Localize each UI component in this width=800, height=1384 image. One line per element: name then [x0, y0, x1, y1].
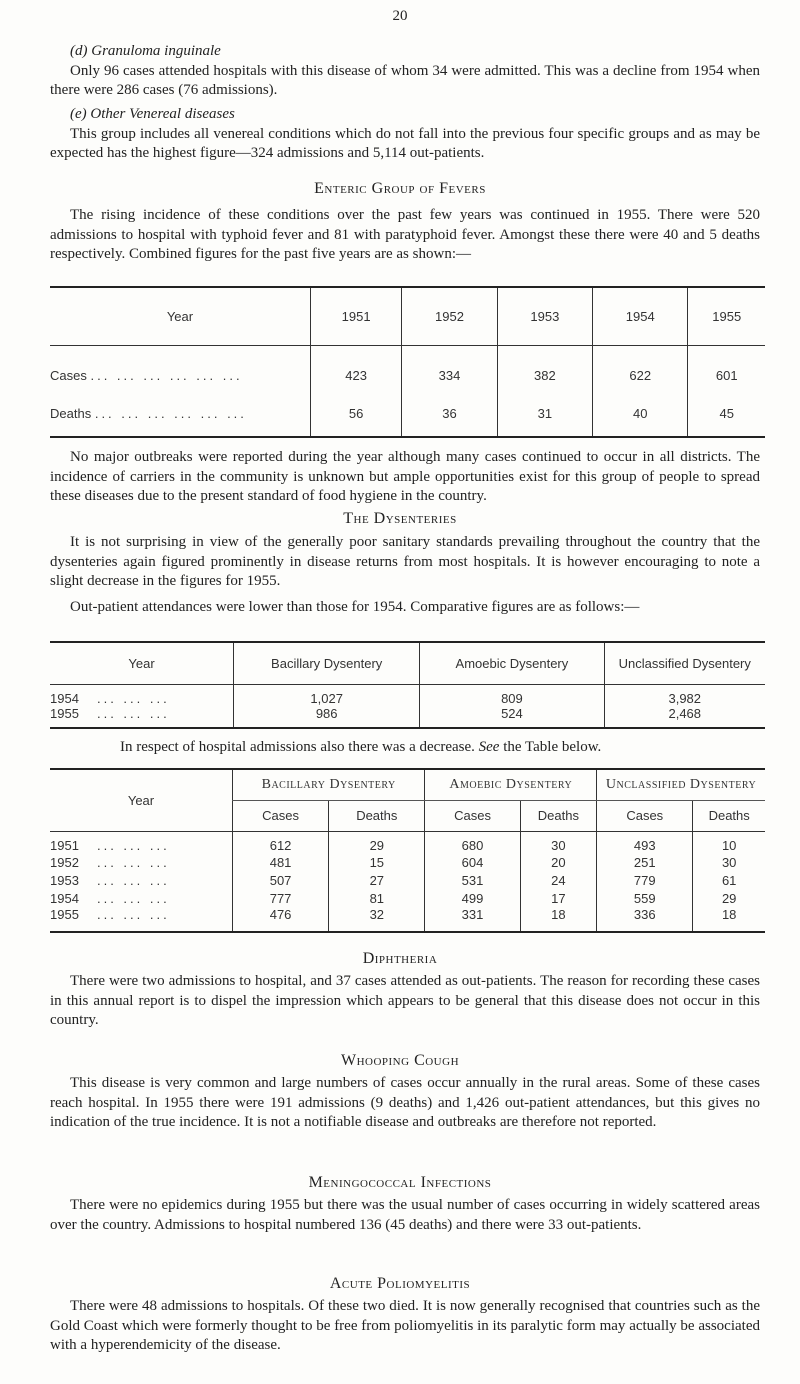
enteric-row-cases: [50, 345, 765, 391]
dysenteries-text3-block: [50, 738, 760, 758]
cell: 2,468: [604, 706, 765, 728]
adm-sub-cases: Cases: [425, 800, 520, 831]
op-header-year: Year: [128, 655, 155, 671]
other-venereal-heading: (e) Other Venereal diseases: [70, 106, 235, 122]
row-year: 1954: [50, 890, 79, 906]
row-year: 1955: [50, 907, 79, 923]
cell: 1,027: [234, 684, 420, 706]
adm-sub-cases: Cases: [597, 800, 693, 831]
dysenteries-text2: Out-patient attendances were lower than those for 1954. Comparative figures are as follows:—: [70, 598, 640, 615]
whooping-text: This disease is very common and large numbers of cases occur annually in the rural areas. Some of these cases reach hospital. In 1955 there were 191 admissions (9 deaths) and 1,426 out-patient attendances, but this gives no indication of the true incidence. It is not a notifiable disease and outbreaks are therefore not reported.: [50, 1075, 760, 1130]
cell: 30: [520, 831, 597, 853]
enteric-after-block: [50, 448, 760, 507]
cell: 777: [232, 889, 328, 907]
cell: 382: [497, 345, 592, 391]
dysenteries-text-block: [50, 533, 760, 617]
cell: 40: [593, 391, 688, 437]
polio-heading: Acute Poliomyelitis: [329, 1275, 471, 1292]
enteric-year-1951: 1951: [310, 287, 401, 345]
cell: 18: [520, 907, 597, 932]
adm-row-1952: [50, 854, 765, 872]
cell: 3,982: [604, 684, 765, 706]
row-year: 1953: [50, 872, 79, 888]
adm-group-amoebic: Amoebic Dysentery: [425, 769, 597, 800]
admissions-table: [50, 768, 765, 933]
cell: 20: [520, 854, 597, 872]
cell: 56: [310, 391, 401, 437]
row-dots: ... ... ...: [96, 890, 170, 906]
row-label: Cases: [50, 367, 87, 383]
granuloma-heading: (d) Granuloma inguinale: [70, 43, 221, 59]
cell: 81: [329, 889, 425, 907]
other-venereal-section: [50, 105, 760, 164]
adm-row-1953: [50, 872, 765, 890]
meningococcal-text: There were no epidemics during 1955 but there was the usual number of cases occurring in widely scattered areas over the country. Admissions to hospital numbered 136 (45 deaths) and there were 33 out-patients.: [50, 1197, 760, 1233]
meningococcal-block: [50, 1196, 760, 1235]
dysenteries-text: It is not surprising in view of the generally poor sanitary standards prevailing throughout the country that the dysenteries again figured prominently in disease returns from most hospitals. It is however encouraging to note a slight decrease in the figures for 1955.: [50, 534, 760, 589]
adm-sub-cases: Cases: [232, 800, 328, 831]
adm-sub-deaths: Deaths: [693, 800, 765, 831]
cell: 524: [420, 706, 604, 728]
row-dots: ... ... ...: [96, 705, 170, 721]
enteric-heading: Enteric Group of Fevers: [314, 180, 486, 197]
enteric-year-1955: 1955: [688, 287, 765, 345]
enteric-year-1954: 1954: [593, 287, 688, 345]
cell: 481: [232, 854, 328, 872]
cell: 601: [688, 345, 765, 391]
enteric-after-text: No major outbreaks were reported during the year although many cases continued to occur in all districts. The incidence of carriers in the community is unknown but ample opportunities exist for this group of people to spread these diseases due to the present standard of food hygiene in the country.: [50, 449, 760, 504]
meningococcal-heading: Meningococcal Infections: [308, 1174, 492, 1191]
adm-row-1951: [50, 831, 765, 853]
adm-row-1955: [50, 907, 765, 932]
cell: 559: [597, 889, 693, 907]
text3-post: the Table below.: [503, 739, 602, 755]
cell: 32: [329, 907, 425, 932]
page-number: 20: [392, 8, 408, 24]
diphtheria-heading: Diphtheria: [362, 950, 438, 967]
op-header-amoebic: Amoebic Dysentery: [420, 642, 604, 684]
diphtheria-block: [50, 972, 760, 1031]
row-dots: ... ... ...: [96, 907, 170, 923]
other-venereal-text: This group includes all venereal conditions which do not fall into the previous four specific groups and as may be expected has the highest figure—324 admissions and 5,114 out-patients.: [50, 125, 760, 161]
cell: 809: [420, 684, 604, 706]
polio-block: [50, 1297, 760, 1356]
cell: 622: [593, 345, 688, 391]
cell: 31: [497, 391, 592, 437]
cell: 29: [693, 889, 765, 907]
adm-group-bacillary: Bacillary Dysentery: [232, 769, 424, 800]
enteric-text-block: [50, 206, 760, 265]
cell: 10: [693, 831, 765, 853]
cell: 251: [597, 854, 693, 872]
enteric-table: [50, 286, 765, 438]
adm-sub-deaths: Deaths: [520, 800, 597, 831]
granuloma-section: [50, 42, 760, 101]
cell: 493: [597, 831, 693, 853]
adm-group-unclassified: Unclassified Dysentery: [597, 769, 765, 800]
whooping-heading: Whooping Cough: [340, 1052, 460, 1069]
row-year: 1954: [50, 690, 79, 706]
outpatient-table: [50, 641, 765, 729]
granuloma-text: Only 96 cases attended hospitals with this disease of whom 34 were admitted. This was a decline from 1954 when there were 286 cases (76 admissions).: [50, 62, 760, 98]
cell: 476: [232, 907, 328, 932]
enteric-year-1952: 1952: [402, 287, 497, 345]
cell: 986: [234, 706, 420, 728]
row-label: Deaths: [50, 406, 92, 421]
cell: 29: [329, 831, 425, 853]
cell: 18: [693, 907, 765, 932]
cell: 30: [693, 854, 765, 872]
row-dots: ... ... ...: [96, 855, 170, 871]
cell: 15: [329, 854, 425, 872]
cell: 45: [688, 391, 765, 437]
row-dots: ... ... ...: [96, 690, 170, 706]
cell: 612: [232, 831, 328, 853]
row-year: 1951: [50, 838, 79, 854]
adm-row-1954: [50, 889, 765, 907]
adm-year-header: Year: [50, 769, 232, 831]
text3-see: See: [478, 739, 500, 755]
row-dots: ... ... ...: [96, 872, 170, 888]
adm-sub-deaths: Deaths: [329, 800, 425, 831]
row-dots: ... ... ... ... ... ...: [94, 406, 247, 421]
cell: 24: [520, 872, 597, 890]
op-row-1955: [50, 706, 765, 728]
row-year: 1952: [50, 855, 79, 871]
cell: 507: [232, 872, 328, 890]
enteric-text: The rising incidence of these conditions over the past few years was continued in 1955. There were 520 admissions to hospital with typhoid fever and 81 with paratyphoid fever. Amongst these there were 40 and 5 deaths respectively. Combined figures for the past five years are as shown:—: [50, 207, 760, 262]
cell: 499: [425, 889, 520, 907]
op-header-bacillary: Bacillary Dysentery: [234, 642, 420, 684]
cell: 531: [425, 872, 520, 890]
cell: 36: [402, 391, 497, 437]
enteric-year-header: Year: [166, 308, 194, 324]
dysenteries-heading: The Dysenteries: [343, 510, 457, 527]
cell: 334: [402, 345, 497, 391]
enteric-year-1953: 1953: [497, 287, 592, 345]
cell: 61: [693, 872, 765, 890]
op-header-unclassified: Unclassified Dysentery: [604, 642, 765, 684]
cell: 779: [597, 872, 693, 890]
diphtheria-text: There were two admissions to hospital, and 37 cases attended as out-patients. The reason for recording these cases in this annual report is to dispel the impression which appears to be general that this disease does not occur in this country.: [50, 973, 760, 1028]
cell: 423: [310, 345, 401, 391]
enteric-row-deaths: [50, 391, 765, 437]
cell: 331: [425, 907, 520, 932]
row-year: 1955: [50, 705, 79, 721]
polio-text: There were 48 admissions to hospitals. Of these two died. It is now generally recognised that countries such as the Gold Coast which were formerly thought to be free from poliomyelitis in its paralytic form may actually be associated with a hyperendemicity of the disease.: [50, 1298, 760, 1353]
whooping-block: [50, 1074, 760, 1133]
text3-pre: In respect of hospital admissions also there was a decrease.: [120, 739, 475, 755]
cell: 17: [520, 889, 597, 907]
cell: 336: [597, 907, 693, 932]
op-row-1954: [50, 684, 765, 706]
cell: 27: [329, 872, 425, 890]
row-dots: ... ... ...: [96, 838, 170, 854]
cell: 680: [425, 831, 520, 853]
row-dots: ... ... ... ... ... ...: [90, 367, 243, 383]
cell: 604: [425, 854, 520, 872]
dysenteries-text3: [50, 738, 760, 758]
